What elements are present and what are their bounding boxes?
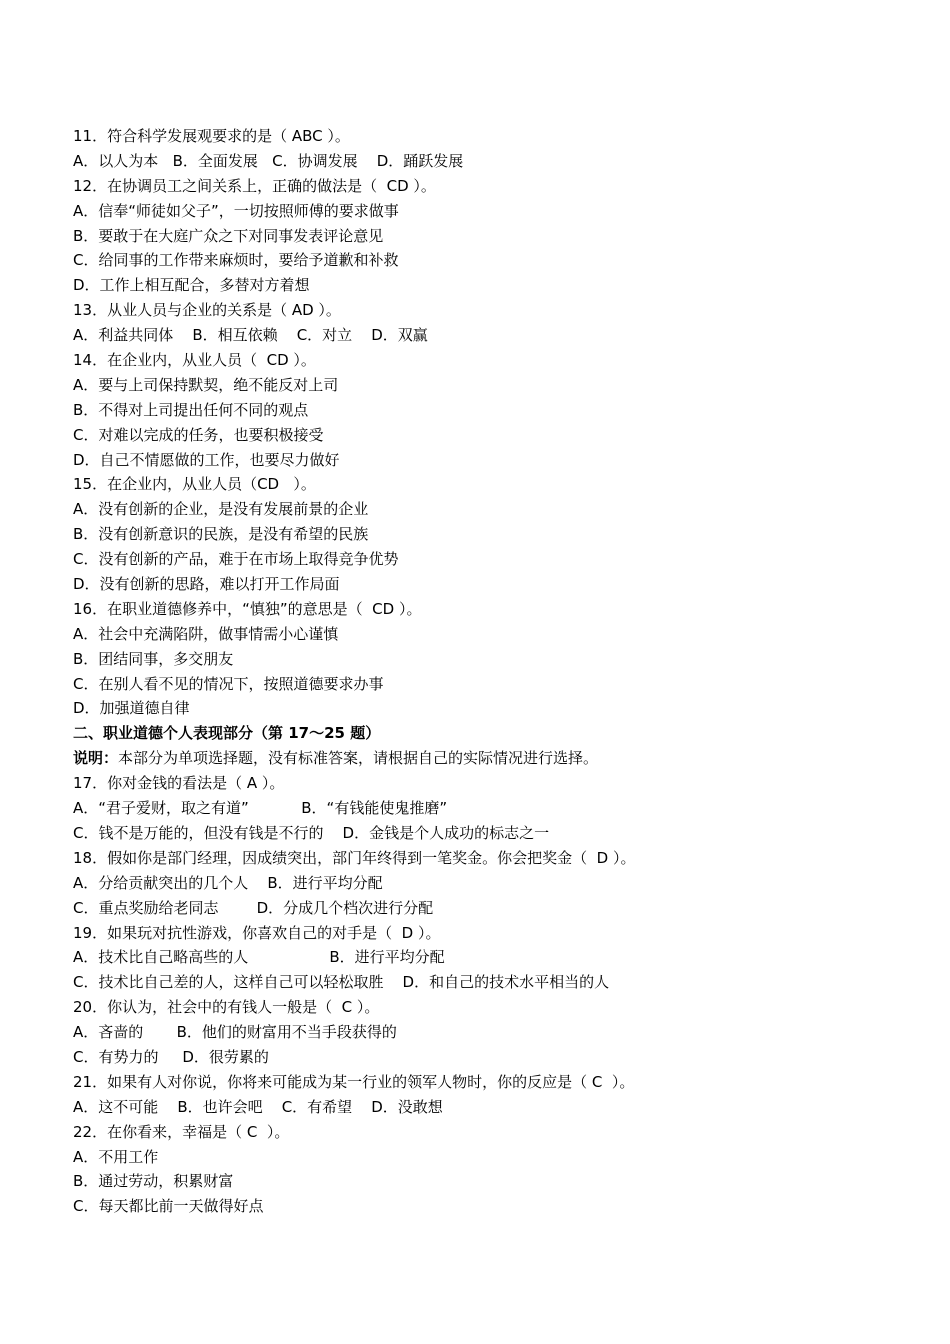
note-text: 本部分为单项选择题，没有标准答案，请根据自己的实际情况进行选择。 <box>118 749 599 768</box>
text-line: A．吝啬的 B．他们的财富用不当手段获得的 <box>73 1023 397 1042</box>
text-line <box>73 746 913 771</box>
text-line: C．有势力的 D．很劳累的 <box>73 1047 269 1066</box>
text-line: 12．在协调员工之间关系上，正确的做法是（ CD ）。 <box>73 176 436 195</box>
text-line: 17．你对金钱的看法是（ A ）。 <box>73 774 285 793</box>
text-line: 16．在职业道德修养中，“慎独”的意思是（ CD ）。 <box>73 599 422 618</box>
text-line: D．没有创新的思路，难以打开工作局面 <box>73 575 340 594</box>
text-line: 15．在企业内，从业人员（CD ）。 <box>73 475 316 494</box>
text-line: 13．从业人员与企业的关系是（ AD ）。 <box>73 301 341 320</box>
text-line: B．团结同事，多交朋友 <box>73 649 234 668</box>
text-line: C．对难以完成的任务，也要积极接受 <box>73 425 324 444</box>
text-line: 11．符合科学发展观要求的是（ ABC ）。 <box>73 127 350 145</box>
note-label: 说明： <box>73 749 119 768</box>
text-line: B．不得对上司提出任何不同的观点 <box>73 400 309 419</box>
text-line: B．要敢于在大庭广众之下对同事发表评论意见 <box>73 226 384 245</box>
text-line: A．不用工作 <box>73 1147 159 1166</box>
text-line: D．工作上相互配合，多替对方着想 <box>73 276 310 295</box>
text-line: 19．如果玩对抗性游戏，你喜欢自己的对手是（ D ）。 <box>73 923 441 942</box>
text-line: 22．在你看来，幸福是（ C ）。 <box>73 1122 290 1141</box>
text-line: A．“君子爱财，取之有道” B．“有钱能使鬼推磨” <box>73 799 448 818</box>
text-line: A．这不可能 B．也许会吧 C．有希望 D．没敢想 <box>73 1097 443 1116</box>
text-line: A．信奉“师徒如父子”，一切按照师傅的要求做事 <box>73 201 399 220</box>
text-line: D．自己不情愿做的工作，也要尽力做好 <box>73 450 340 469</box>
text-line: 二、职业道德个人表现部分（第 17～25 题） <box>73 724 381 743</box>
text-line: C．技术比自己差的人，这样自己可以轻松取胜 D．和自己的技术水平相当的人 <box>73 973 610 992</box>
text-line: C．给同事的工作带来麻烦时，要给予道歉和补救 <box>73 251 399 270</box>
text-line: 18．假如你是部门经理，因成绩突出，部门年终得到一笔奖金。你会把奖金（ D ）。 <box>73 848 636 867</box>
text-line: A．以人为本 B．全面发展 C．协调发展 D．踊跃发展 <box>73 151 464 170</box>
text-line: 14．在企业内，从业人员（ CD ）。 <box>73 351 316 370</box>
text-line: A．技术比自己略高些的人 B．进行平均分配 <box>73 948 445 967</box>
text-line: A．要与上司保持默契，绝不能反对上司 <box>73 375 339 394</box>
text-line: C．每天都比前一天做得好点 <box>73 1197 264 1216</box>
text-line: B．通过劳动，积累财富 <box>73 1172 234 1191</box>
text-line: D．加强道德自律 <box>73 699 190 718</box>
text-line: A．没有创新的企业，是没有发展前景的企业 <box>73 500 369 519</box>
text-line: C．钱不是万能的，但没有钱是不行的 D．金钱是个人成功的标志之一 <box>73 823 550 842</box>
text-line: A．分给贡献突出的几个人 B．进行平均分配 <box>73 873 383 892</box>
text-line: B．没有创新意识的民族，是没有希望的民族 <box>73 525 369 544</box>
text-line: A．社会中充满陷阱，做事情需小心谨慎 <box>73 624 339 643</box>
text-line: C．没有创新的产品，难于在市场上取得竞争优势 <box>73 550 399 569</box>
text-line: C．重点奖励给老同志 D．分成几个档次进行分配 <box>73 898 434 917</box>
document-page <box>73 124 913 1219</box>
text-line: C．在别人看不见的情况下，按照道德要求办事 <box>73 674 384 693</box>
text-line: A．利益共同体 B．相互依赖 C．对立 D．双赢 <box>73 326 428 345</box>
text-line: 20．你认为，社会中的有钱人一般是（ C ）。 <box>73 998 380 1017</box>
text-line: 21．如果有人对你说，你将来可能成为某一行业的领军人物时，你的反应是（ C ）。 <box>73 1072 635 1091</box>
